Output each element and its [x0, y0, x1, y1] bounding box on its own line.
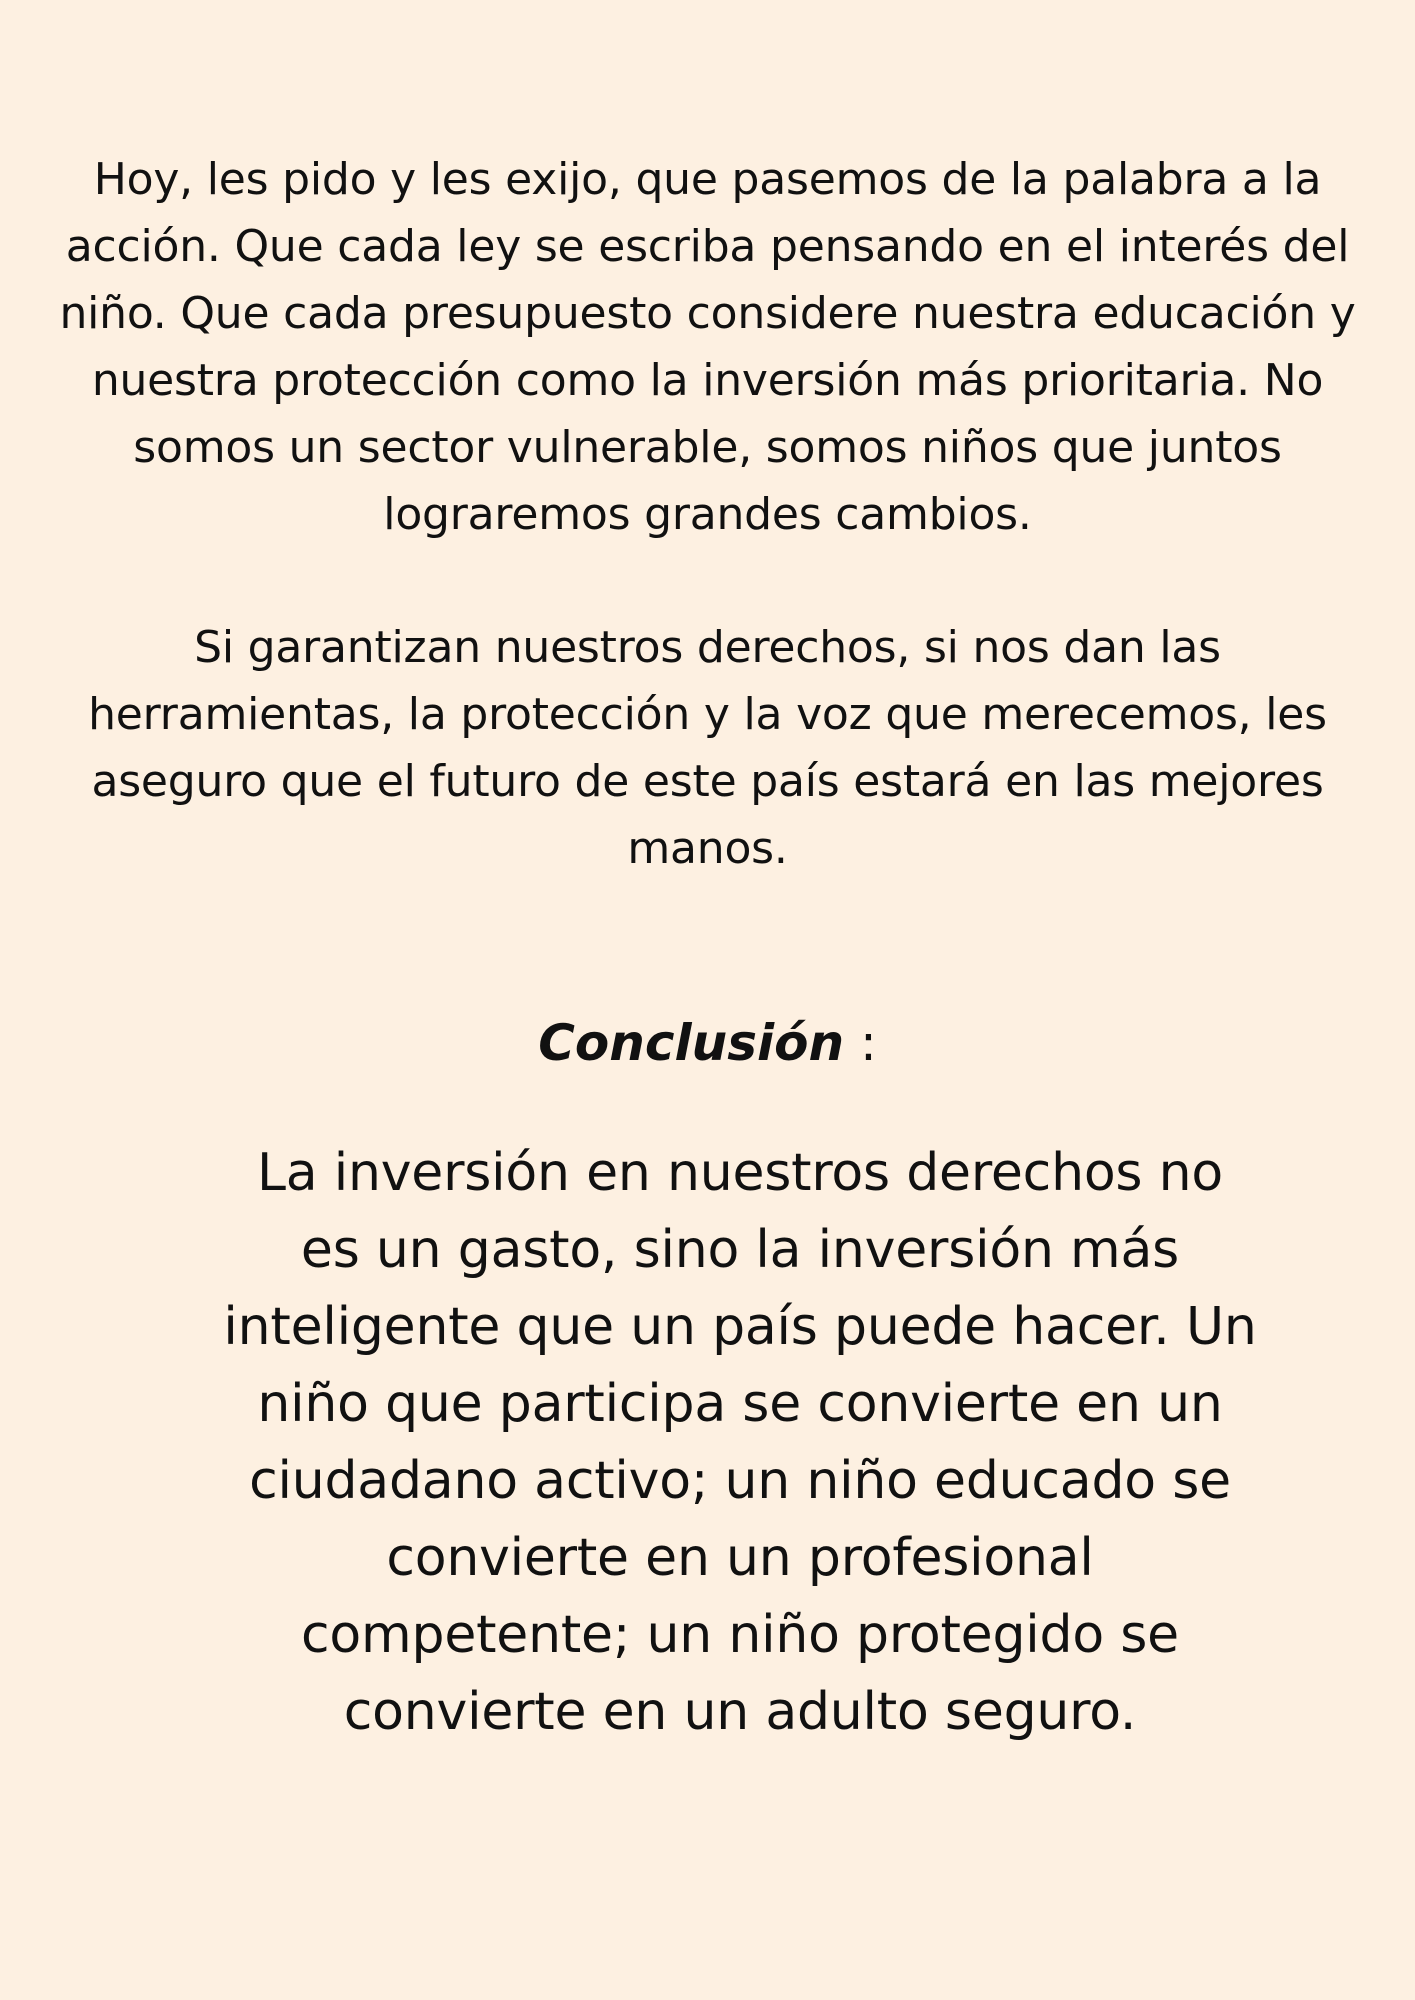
speech-paragraph-rights: Si garantizan nuestros derechos, si nos dan las herramientas, la protección y la voz que merecemos, les aseguro que el futuro de este país estará en las mejores manos.	[88, 622, 1327, 874]
conclusion-heading	[0, 1008, 1415, 1078]
conclusion-heading-colon: :	[844, 1014, 877, 1072]
conclusion-paragraph: La inversión en nuestros derechos no es un gasto, sino la inversión más inteligente que un país puede hacer. Un niño que participa se convierte en un ciudadano activo; un niño educado se convierte en un profesional competente; un niño protegido se convierte en un adulto seguro.	[223, 1143, 1257, 1742]
conclusion-heading-label: Conclusión	[538, 1014, 845, 1072]
speech-paragraph-action: Hoy, les pido y les exijo, que pasemos de la palabra a la acción. Que cada ley se escriba pensando en el interés del niño. Que cada presupuesto considere nuestra educación y nuestra protección como la inversión más prioritaria. No somos un sector vulnerable, somos niños que juntos lograremos grandes cambios.	[59, 154, 1356, 540]
